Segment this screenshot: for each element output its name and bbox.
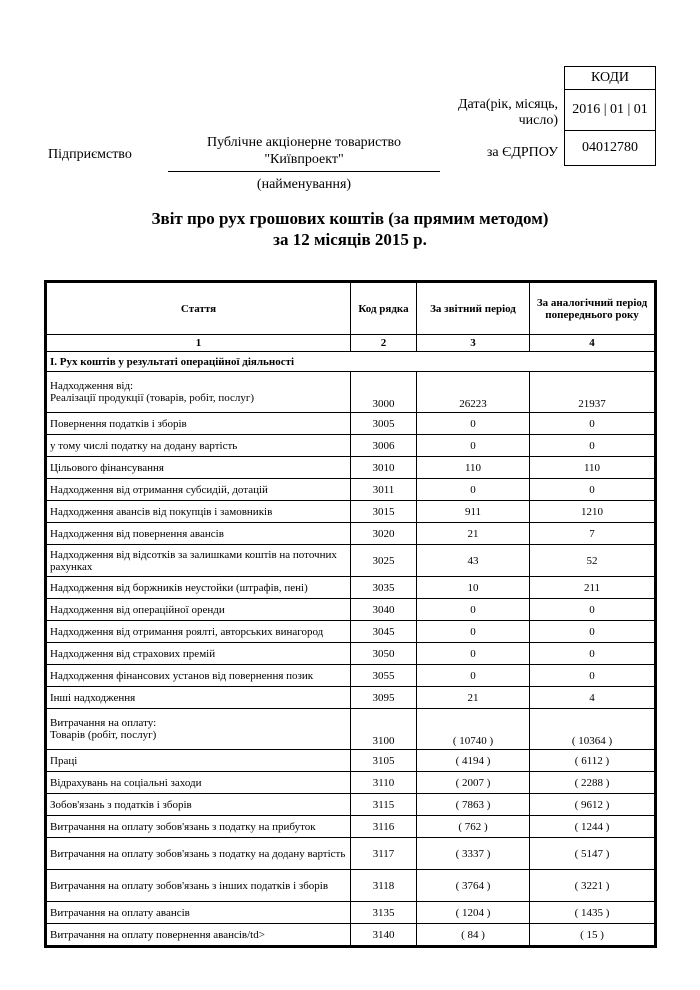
report-title-line1: Звіт про рух грошових коштів (за прямим методом) <box>151 209 549 228</box>
row-article-text: Витрачання на оплату повернення авансів/td> <box>50 928 265 941</box>
table-row <box>47 577 655 599</box>
table-row <box>47 501 655 523</box>
row-code: 3000 <box>351 372 417 413</box>
row-current: ( 84 ) <box>417 924 530 946</box>
row-article <box>47 372 351 413</box>
row-code: 3135 <box>351 902 417 924</box>
row-article-text: Надходження від страхових премій <box>50 647 216 660</box>
col-header-code: Код рядка <box>351 283 417 335</box>
enterprise-label: Підприємство <box>48 147 132 162</box>
row-previous: 0 <box>530 621 655 643</box>
row-article <box>47 750 351 772</box>
table-row <box>47 545 655 577</box>
col-number-1: 1 <box>47 335 351 352</box>
row-current: 0 <box>417 643 530 665</box>
row-article <box>47 772 351 794</box>
row-article-text: Надходження від повернення авансів <box>50 527 224 540</box>
row-previous: 0 <box>530 599 655 621</box>
row-article-heading: Витрачання на оплату: <box>50 717 157 729</box>
row-current: ( 762 ) <box>417 816 530 838</box>
row-current: ( 3764 ) <box>417 870 530 902</box>
row-current: ( 10740 ) <box>417 709 530 750</box>
row-article <box>47 643 351 665</box>
row-code: 3005 <box>351 413 417 435</box>
row-article <box>47 457 351 479</box>
table-row <box>47 902 655 924</box>
date-value: 2016 | 01 | 01 <box>565 90 655 131</box>
row-previous: 211 <box>530 577 655 599</box>
row-current: 10 <box>417 577 530 599</box>
row-article <box>47 501 351 523</box>
row-current: 0 <box>417 413 530 435</box>
row-code: 3116 <box>351 816 417 838</box>
row-code: 3105 <box>351 750 417 772</box>
row-article <box>47 665 351 687</box>
row-previous: 1210 <box>530 501 655 523</box>
row-article-text: Праці <box>50 754 78 767</box>
row-article-text: Надходження від отримання субсидій, дотацій <box>50 483 268 496</box>
row-previous: 0 <box>530 665 655 687</box>
row-article <box>47 687 351 709</box>
table-row <box>47 599 655 621</box>
row-current: 0 <box>417 665 530 687</box>
row-current: 911 <box>417 501 530 523</box>
row-article-text: Витрачання на оплату авансів <box>50 906 190 919</box>
row-article-text: Витрачання на оплату зобов'язань з інших податків і зборів <box>50 879 329 892</box>
table-row <box>47 479 655 501</box>
table-row <box>47 523 655 545</box>
row-article-text: Надходження авансів від покупців і замовників <box>50 505 273 518</box>
column-numbers-row <box>47 335 655 352</box>
row-previous: ( 10364 ) <box>530 709 655 750</box>
table-row <box>47 643 655 665</box>
table-row <box>47 665 655 687</box>
row-code: 3040 <box>351 599 417 621</box>
row-article-text: Товарів (робіт, послуг) <box>50 729 157 741</box>
row-article-text: Відрахувань на соціальні заходи <box>50 776 202 789</box>
row-article <box>47 870 351 902</box>
row-previous: 4 <box>530 687 655 709</box>
table-row <box>47 838 655 870</box>
company-underline <box>168 171 440 172</box>
report-title-line2: за 12 місяців 2015 р. <box>273 230 427 249</box>
col-number-4: 4 <box>530 335 655 352</box>
row-previous: ( 9612 ) <box>530 794 655 816</box>
row-previous: 7 <box>530 523 655 545</box>
table-row <box>47 870 655 902</box>
codes-box <box>564 66 656 166</box>
row-current: 0 <box>417 435 530 457</box>
row-previous: ( 1244 ) <box>530 816 655 838</box>
edrpou-value: 04012780 <box>565 131 655 166</box>
row-article-text: Реалізації продукції (товарів, робіт, послуг) <box>50 392 255 404</box>
row-current: ( 1204 ) <box>417 902 530 924</box>
row-code: 3115 <box>351 794 417 816</box>
row-article-text: Надходження фінансових установ від повернення позик <box>50 669 314 682</box>
row-article-text: Надходження від отримання роялті, авторських винагород <box>50 625 324 638</box>
section-title: I. Рух коштів у результаті операційної діяльності <box>47 352 655 372</box>
row-current: ( 2007 ) <box>417 772 530 794</box>
row-article-text: Витрачання на оплату зобов'язань з податку на додану вартість <box>50 847 346 860</box>
row-code: 3055 <box>351 665 417 687</box>
row-current: 0 <box>417 621 530 643</box>
row-article-heading: Надходження від: <box>50 380 134 392</box>
row-previous: 0 <box>530 479 655 501</box>
table-row <box>47 924 655 946</box>
row-code: 3010 <box>351 457 417 479</box>
row-code: 3100 <box>351 709 417 750</box>
row-previous: ( 3221 ) <box>530 870 655 902</box>
row-article-text: Інші надходження <box>50 691 136 704</box>
col-header-previous: За аналогічний період попереднього року <box>530 283 655 335</box>
row-current: 43 <box>417 545 530 577</box>
row-code: 3110 <box>351 772 417 794</box>
row-article <box>47 435 351 457</box>
table-row <box>47 372 655 413</box>
report-title <box>0 208 700 250</box>
row-article <box>47 621 351 643</box>
company-name-line2: "Київпроект" <box>264 152 344 167</box>
row-current: 110 <box>417 457 530 479</box>
table-row <box>47 435 655 457</box>
table-row <box>47 816 655 838</box>
table-row <box>47 750 655 772</box>
row-code: 3015 <box>351 501 417 523</box>
row-code: 3035 <box>351 577 417 599</box>
row-previous: 110 <box>530 457 655 479</box>
table-row <box>47 709 655 750</box>
row-previous: ( 1435 ) <box>530 902 655 924</box>
row-code: 3020 <box>351 523 417 545</box>
row-article <box>47 816 351 838</box>
row-previous: ( 5147 ) <box>530 838 655 870</box>
row-article-text: Зобов'язань з податків і зборів <box>50 798 192 811</box>
row-article <box>47 479 351 501</box>
section-row <box>47 352 655 372</box>
col-header-current: За звітний період <box>417 283 530 335</box>
row-article <box>47 794 351 816</box>
row-previous: ( 2288 ) <box>530 772 655 794</box>
date-label <box>458 97 558 129</box>
col-number-2: 2 <box>351 335 417 352</box>
row-previous: 21937 <box>530 372 655 413</box>
edrpou-label: за ЄДРПОУ <box>486 145 558 160</box>
row-article-text: Надходження від відсотків за залишками коштів на поточних рахунках <box>50 548 337 573</box>
row-code: 3095 <box>351 687 417 709</box>
col-number-3: 3 <box>417 335 530 352</box>
row-article <box>47 413 351 435</box>
row-article-text: Надходження від операційної оренди <box>50 603 225 616</box>
row-current: ( 4194 ) <box>417 750 530 772</box>
table-row <box>47 621 655 643</box>
table-row <box>47 457 655 479</box>
col-header-article: Стаття <box>47 283 351 335</box>
row-current: 0 <box>417 599 530 621</box>
row-code: 3117 <box>351 838 417 870</box>
row-current: 0 <box>417 479 530 501</box>
row-article-text: Повернення податків і зборів <box>50 417 187 430</box>
table-row <box>47 794 655 816</box>
table-row <box>47 687 655 709</box>
row-code: 3011 <box>351 479 417 501</box>
cash-flow-table <box>46 282 655 946</box>
row-article-text: у тому числі податку на додану вартість <box>50 439 238 452</box>
date-label-line2: число) <box>518 113 558 128</box>
name-caption: (найменування) <box>256 177 352 192</box>
row-article <box>47 924 351 946</box>
row-current: 26223 <box>417 372 530 413</box>
row-article <box>47 838 351 870</box>
row-current: 21 <box>417 523 530 545</box>
row-article-text: Цільового фінансування <box>50 461 164 474</box>
table-row <box>47 772 655 794</box>
company-name-line1: Публічне акціонерне товариство <box>206 135 402 150</box>
table-row <box>47 413 655 435</box>
row-current: 21 <box>417 687 530 709</box>
row-article <box>47 545 351 577</box>
row-article <box>47 599 351 621</box>
row-code: 3050 <box>351 643 417 665</box>
company-name <box>168 134 440 168</box>
row-code: 3118 <box>351 870 417 902</box>
row-code: 3045 <box>351 621 417 643</box>
row-current: ( 3337 ) <box>417 838 530 870</box>
row-previous: ( 15 ) <box>530 924 655 946</box>
row-article-text: Надходження від боржників неустойки (штрафів, пені) <box>50 581 308 594</box>
row-previous: 0 <box>530 413 655 435</box>
row-current: ( 7863 ) <box>417 794 530 816</box>
row-previous: 52 <box>530 545 655 577</box>
row-article <box>47 902 351 924</box>
row-article <box>47 577 351 599</box>
table-header-row <box>47 283 655 335</box>
row-previous: ( 6112 ) <box>530 750 655 772</box>
row-article <box>47 523 351 545</box>
row-previous: 0 <box>530 643 655 665</box>
row-article-text: Витрачання на оплату зобов'язань з податку на прибуток <box>50 820 316 833</box>
codes-header: КОДИ <box>565 67 655 90</box>
row-article <box>47 709 351 750</box>
row-previous: 0 <box>530 435 655 457</box>
date-label-line1: Дата(рік, місяць, <box>457 97 558 112</box>
row-code: 3025 <box>351 545 417 577</box>
row-code: 3006 <box>351 435 417 457</box>
row-code: 3140 <box>351 924 417 946</box>
